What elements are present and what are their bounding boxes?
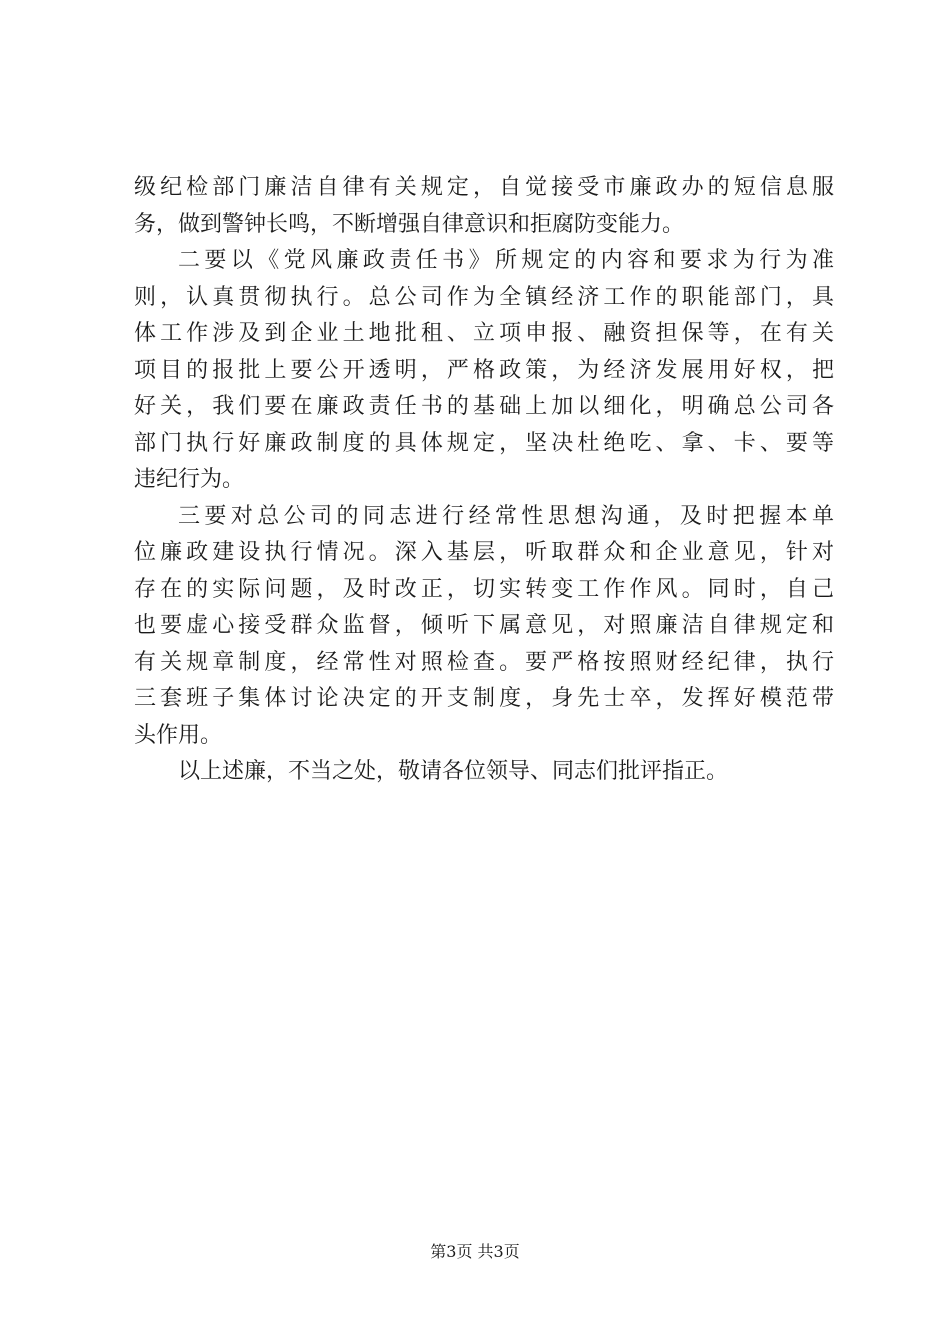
text-line: 部门执行好廉政制度的具体规定，坚决杜绝吃、拿、卡、要等 <box>134 430 834 456</box>
paragraph-2 <box>134 243 834 499</box>
text-line: 有关规章制度，经常性对照检查。要严格按照财经纪律，执行 <box>134 649 834 675</box>
text-line: 位廉政建设执行情况。深入基层，听取群众和企业意见，针对 <box>134 540 834 565</box>
paragraph-4 <box>134 754 834 791</box>
text-line: 级纪检部门廉洁自律有关规定，自觉接受市廉政办的短信息服 <box>134 175 834 200</box>
text-line: 体工作涉及到企业土地批租、立项申报、融资担保等，在有关 <box>134 321 834 346</box>
page-number-footer: 第3页 共3页 <box>430 1242 520 1261</box>
text-line: 存在的实际问题，及时改正，切实转变工作作风。同时，自己 <box>134 576 834 602</box>
text-line: 以上述廉，不当之处，敬请各位领导、同志们批评指正。 <box>178 759 729 784</box>
document-body <box>134 170 834 791</box>
text-line: 好关，我们要在廉政责任书的基础上加以细化，明确总公司各 <box>134 394 834 419</box>
text-line: 也要虚心接受群众监督，倾听下属意见，对照廉洁自律规定和 <box>134 613 834 638</box>
text-line: 三要对总公司的同志进行经常性思想沟通，及时把握本单 <box>178 503 834 529</box>
text-line: 头作用。 <box>134 722 223 748</box>
text-line: 违纪行为。 <box>134 467 245 492</box>
text-line: 二要以《党风廉政责任书》所规定的内容和要求为行为准 <box>178 248 834 273</box>
text-line: 项目的报批上要公开透明，严格政策，为经济发展用好权，把 <box>134 357 834 383</box>
text-line: 则，认真贯彻执行。总公司作为全镇经济工作的职能部门，具 <box>134 284 834 310</box>
paragraph-1 <box>134 170 834 243</box>
text-line: 三套班子集体讨论决定的开支制度，身先士卒，发挥好模范带 <box>134 686 834 711</box>
text-line: 务，做到警钟长鸣，不断增强自律意识和拒腐防变能力。 <box>134 211 685 237</box>
paragraph-3 <box>134 499 834 755</box>
